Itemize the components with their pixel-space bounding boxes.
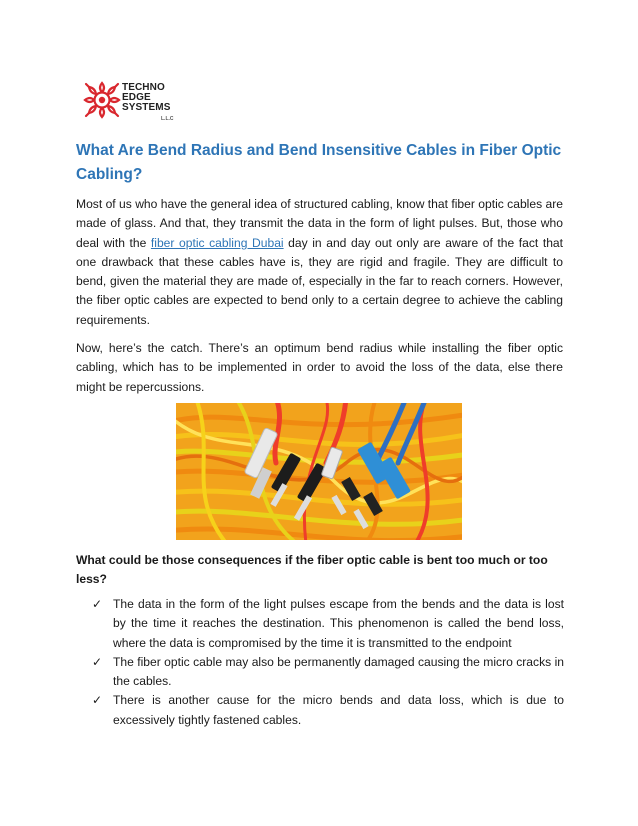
check-mark-icon: ✓: [92, 597, 103, 611]
list-item: [92, 595, 564, 653]
intro-paragraph: [76, 195, 563, 330]
list-item-text: There is another cause for the micro bends and data loss, which is due to excessively tightly fastened cables.: [113, 693, 564, 727]
list-item: [92, 691, 564, 730]
list-item: [92, 653, 564, 692]
logo-line-1: TECHNO: [122, 82, 165, 93]
consequences-question: What could be those consequences if the fiber optic cable is bent too much or too less?: [76, 553, 548, 586]
intro-text-after-link: day in and day out only are aware of the fact that one drawback that these cables have is, they are rigid and fragile. They are difficult to bend, given the material they are made of, especially in the far to reach corners. However, the fiber optic cables are expected to bend only to a certain degree to achieve the cabling requirements.: [76, 235, 564, 327]
fiber-cables-photo: [176, 403, 462, 540]
check-mark-icon: ✓: [92, 693, 103, 708]
fiber-cables-illustration: [176, 403, 462, 540]
logo-wordmark: [122, 83, 171, 113]
logo-line-3: SYSTEMS: [122, 102, 171, 113]
fiber-optic-cabling-link[interactable]: fiber optic cabling Dubai: [150, 235, 284, 250]
list-item-text: The data in the form of the light pulses escape from the bends and the data is lost by the time it reaches the destination. This phenomenon is called the bend loss, where the data is compromised by the time it is transmitted to the endpoint: [113, 597, 564, 650]
logo-emblem-icon: [80, 78, 124, 122]
bend-radius-paragraph: Now, here’s the catch. There’s an optimum bend radius while installing the fiber optic cabling, which has to be implemented in order to avoid the loss of the data, else there might be repercussions.: [76, 341, 563, 394]
check-mark-icon: ✓: [92, 654, 103, 669]
company-logo: [80, 78, 190, 134]
logo-suffix: L.L.C: [161, 116, 174, 122]
list-item-text: The fiber optic cable may also be permanently damaged causing the micro cracks in the cables.: [113, 654, 564, 689]
intro-text-before-link: Most of us who have the general idea of structured cabling, know that fiber optic cables are made of glass. And that, they transmit the data in the form of light pulses. But, those who deal with the: [76, 197, 563, 250]
consequences-list: [92, 595, 564, 730]
logo-line-2: EDGE: [122, 92, 151, 103]
article-title: What Are Bend Radius and Bend Insensitive Cables in Fiber Optic Cabling?: [76, 142, 562, 183]
